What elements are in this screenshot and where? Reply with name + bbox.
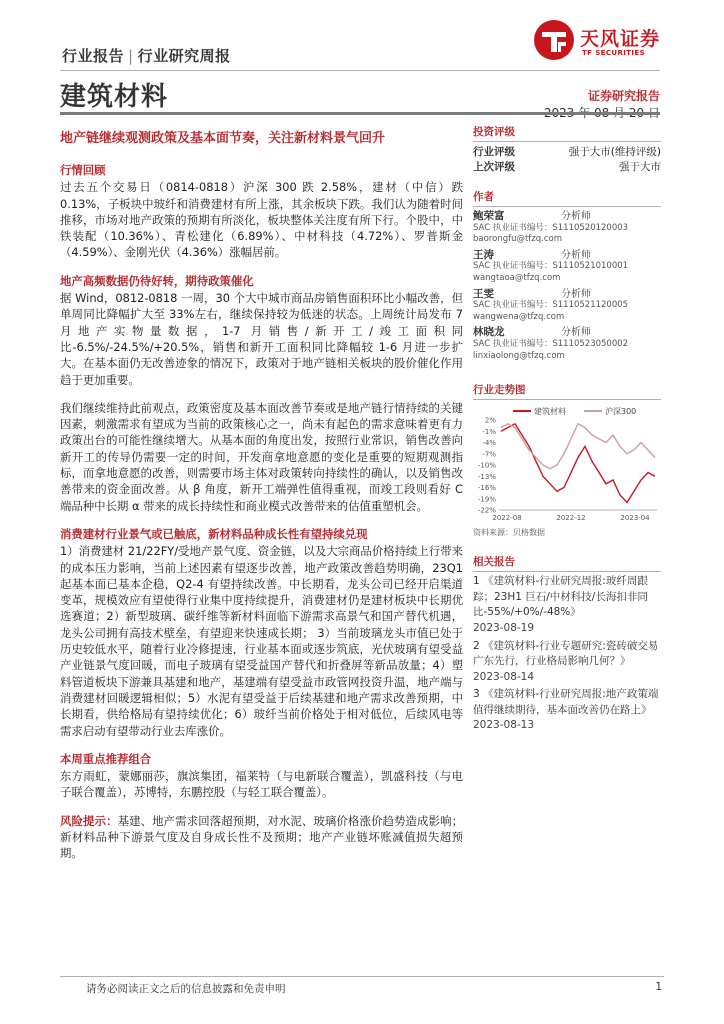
paragraph: 据 Wind，0812-0818 一周，30 个大中城市商品房销售面积环比小幅改善，但单周同比降幅扩大至 33%左右，继续保持较为低迷的状态。上周统计局发布 7 月地产实物量数据，1-7 月销售/新开工/竣工面积同比-6.5%/-24.5%/+20.5%，销售和新开工面积同比降幅较 1-6 月进一步扩大。在基本面仍无改善迹象的情况下，政策对于地产链相关板块的股价催化作用趋于更加重要。 [60, 291, 463, 387]
x-tick-label: 2023-04 [620, 514, 650, 523]
prev-rating-label: 上次评级 [473, 161, 515, 173]
author-name: 鲍荣富 [473, 210, 505, 222]
y-tick-label: -1% [482, 427, 496, 436]
header-divider [60, 70, 660, 71]
prev-rating-value: 强于大市 [619, 161, 661, 173]
author-name: 林晓龙 [473, 326, 505, 339]
related-report-title[interactable]: 2 《建筑材料-行业专题研究:瓷砖破交易广东先行，行业格局影响几何？》 [473, 639, 659, 668]
footer-disclaimer: 请务必阅读正文之后的信息披露和免责申明 [86, 983, 286, 995]
chart-heading: 行业走势图 [473, 382, 661, 400]
related-report-title[interactable]: 1 《建筑材料-行业研究周报:玻纤周跟踪；23H1 巨石/中材科技/长海扣非同比-55%/+0%/-48%》 [473, 575, 648, 619]
industry-rating-value: 强于大市(维持评级) [568, 146, 661, 158]
section-heading: 消费建材行业景气或已触底，新材料品种成长性有望持续兑现 [60, 526, 368, 541]
sector-title: 建筑材料 [60, 82, 169, 112]
y-tick-label: -19% [477, 495, 496, 504]
series-weekly: 行业研究周报 [137, 47, 231, 65]
y-tick-label: -16% [477, 484, 496, 493]
author-name: 王涛 [473, 248, 494, 261]
author-role: 分析师 [561, 249, 591, 261]
legend-item [584, 406, 636, 417]
author-card [473, 211, 661, 246]
series-separator: | [128, 47, 134, 65]
industry-rating-label: 行业评级 [473, 146, 515, 158]
related-report-item[interactable] [473, 639, 661, 686]
paragraph: 我们继续维持此前观点，政策密度及基本面改善节奏或是地产链行情持续的关键因素，刺激需求有望成为当前的政策核心之一，尚未有起色的需求意味着更有力政策出台的可能性继续增大。从基本面的角度出发，按照行业常识，销售改善向新开工的传导仍需要一定的时间，开发商拿地意愿的变化是重要的短期观测指标，而拿地意愿的改善，则需要市场主体对政策转向持续性的确认，以及销售改善带来的资金面改善。从 β 角度，新开工端弹性值得重视，而竣工段则看好 C 端品种中长期 α 带来的成长持续性和商业模式改善带来的估值重塑机会。 [60, 400, 463, 513]
legend-label: 建筑材料 [534, 406, 566, 416]
related-heading: 相关报告 [473, 554, 661, 572]
tf-logo-icon [532, 18, 576, 62]
tf-securities-logo [532, 18, 662, 66]
x-tick-label: 2022-12 [556, 514, 586, 523]
author-email[interactable]: linxiaolong@tfzq.com [473, 350, 565, 361]
y-tick-label: -7% [482, 450, 496, 459]
section-property-data [60, 273, 463, 514]
report-type: 证券研究报告 [587, 89, 660, 103]
risk-text: 基建、地产需求回落超预期，对水泥、玻璃价格涨价趋势造成影响；新材料品种下游景气度及自身成长性不及预期；地产产业链坏账减值损失超预期。 [60, 813, 463, 861]
author-role: 分析师 [561, 327, 591, 339]
author-cert: SAC 执业证书编号：S1110521010001 [473, 261, 629, 272]
section-heading: 本周重点推荐组合 [60, 751, 152, 766]
author-cert: SAC 执业证书编号：S1110520120003 [473, 222, 629, 233]
legend-swatch [513, 410, 531, 412]
sector-divider [60, 112, 660, 115]
logo-text-cn: 天风证券 [580, 28, 661, 50]
related-report-date: 2023-08-14 [473, 670, 535, 683]
report-body [60, 162, 463, 862]
author-role: 分析师 [561, 211, 591, 222]
author-card [473, 289, 661, 324]
legend-swatch [584, 410, 602, 412]
series-report: 行业报告 [62, 47, 125, 65]
sidebar [473, 124, 661, 734]
section-consumer-materials [60, 526, 463, 739]
trend-chart [473, 406, 661, 525]
paragraph: 东方雨虹，蒙娜丽莎，旗滨集团，福莱特（与电新联合覆盖），凯盛科技（与电子联合覆盖），苏博特，东鹏控股（与轻工联合覆盖）。 [60, 769, 463, 800]
prev-rating-row [473, 160, 661, 175]
related-report-title[interactable]: 3 《建筑材料-行业研究周报:地产政策端值得继续期待，基本面改善仍在路上》 [473, 688, 659, 716]
series-line-0 [501, 424, 655, 503]
footer-divider [60, 976, 664, 977]
risk-label: 风险提示： [60, 813, 118, 828]
x-tick-label: 2022-08 [492, 514, 522, 523]
y-tick-label: -22% [477, 506, 496, 515]
section-heading: 地产高频数据仍待好转，期待政策催化 [60, 273, 254, 288]
page-number: 1 [655, 981, 662, 993]
author-card [473, 250, 661, 285]
legend-label: 沪深300 [605, 406, 637, 416]
section-heading: 行情回顾 [60, 163, 106, 177]
risk-warning [60, 813, 463, 862]
related-reports [473, 574, 661, 734]
author-email[interactable]: wangwena@tfzq.com [473, 311, 565, 322]
main-title: 地产链继续观测政策及基本面节奏，关注新材料景气回升 [60, 131, 386, 146]
author-card [473, 327, 661, 362]
trend-chart-svg [473, 416, 661, 522]
rating-heading: 投资评级 [473, 124, 661, 142]
industry-rating-row [473, 145, 661, 160]
author-name: 王雯 [473, 287, 494, 300]
paragraph: 过去五个交易日（0814-0818）沪深 300 跌 2.58%，建材（中信）跌 0.13%，子板块中玻纤和消费建材有所上涨，其余板块下跌。我们认为随着时间推移，市场对地产政策的预期有所淡化，板块整体关注度有所下行。个股中，中铁装配（10.36%）、青松建化（6.89%）、中材科技（4.72%）、罗普斯金（4.59%）、金刚光伏（4.36%）涨幅居前。 [60, 180, 463, 260]
y-tick-label: -13% [477, 472, 496, 481]
chart-source: 资料来源：贝格数据 [473, 528, 545, 538]
author-cert: SAC 执业证书编号：S1110523050002 [473, 338, 629, 349]
author-email[interactable]: baorongfu@tfzq.com [473, 234, 563, 245]
legend-item [513, 406, 566, 417]
related-report-date: 2023-08-13 [473, 719, 535, 732]
report-series [62, 45, 231, 66]
authors-heading: 作者 [473, 189, 661, 207]
y-tick-label: -10% [477, 461, 496, 470]
section-recommendations [60, 751, 463, 801]
y-tick-label: 2% [484, 416, 496, 425]
paragraph: 1）消费建材 21/22FY/受地产景气度、资金链，以及大宗商品价格持续上行带来的成本压力影响，当前上述因素有望逐步改善，地产政策改善趋势明确，23Q1 起基本面已基本企稳，Q2-4 有望持续改善。中长期看，龙头公司已经开启渠道变革，规模效应有望使得行业集中度持续提升，消费建材仍是建材板块中长期优选赛道；2）新型玻璃、碳纤维等新材料面临下游需求高景气和国产替代机遇，龙头公司拥有高技术壁垒，有望迎来快速成长期； 3）当前玻璃龙头市值已处于历史较低水平，随着行业冷修提速，行业基本面或逐步筑底，光伏玻璃有望受益产业链景气度回暖，而电子玻璃有望受益国产替代和折叠屏等新品放量；4）塑料管道板块下游兼具基建和地产，基建端有望受益市政管网投资升温，地产端与消费建材回暖逻辑相似；5）水泥有望受益于后续基建和地产需求改善预期，中长期看，供给格局有望持续优化；6）玻纤当前价格处于相对低位，后续风电等需求启动有望带动行业去库涨价。 [60, 544, 463, 738]
section-market-review [60, 162, 463, 261]
related-report-item[interactable] [473, 687, 661, 734]
related-report-date: 2023-08-19 [473, 621, 535, 634]
author-cert: SAC 执业证书编号：S1110521120005 [473, 300, 629, 311]
series-line-1 [501, 424, 655, 469]
author-email[interactable]: wangtaoa@tfzq.com [473, 272, 561, 283]
chart-legend [513, 406, 661, 416]
related-report-item[interactable] [473, 574, 661, 636]
author-role: 分析师 [561, 288, 591, 300]
y-tick-label: -4% [482, 439, 496, 448]
logo-text-en: TF SECURITIES [582, 49, 646, 57]
author-list [473, 211, 661, 362]
